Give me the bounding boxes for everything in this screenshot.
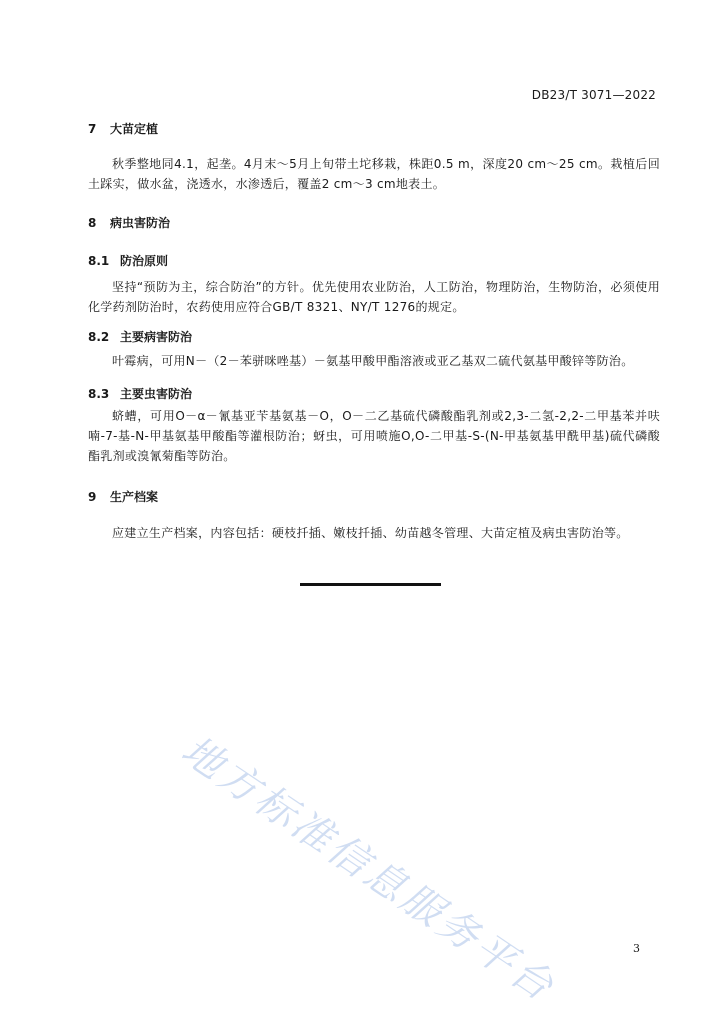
section-number: 8.3 — [88, 387, 110, 401]
section-heading-8-1 — [88, 252, 168, 269]
paragraph-9: 应建立生产档案，内容包括：硬枝扦插、嫩枝扦插、幼苗越冬管理、大苗定植及病虫害防治等。 — [112, 526, 629, 540]
section-number: 8.1 — [88, 254, 110, 268]
section-title: 主要虫害防治 — [120, 387, 193, 401]
section-title: 主要病害防治 — [120, 330, 193, 344]
section-heading-9 — [88, 488, 158, 505]
section-heading-8-2 — [88, 328, 192, 345]
section-heading-7 — [88, 120, 158, 137]
paragraph-8-2: 叶霉病，可用N－（2－苯骈咪唑基）－氨基甲酸甲酯溶液或亚乙基双二硫代氨基甲酸锌等防治。 — [112, 354, 634, 368]
section-heading-8 — [88, 214, 170, 231]
section-title: 大苗定植 — [110, 122, 159, 136]
paragraph-8-1: 坚持“预防为主，综合防治”的方针。优先使用农业防治，人工防治，物理防治，生物防治，必须使用化学药剂防治时，农药使用应符合GB/T 8321、NY/T 1276的规定。 — [88, 280, 660, 314]
document-code: DB23/T 3071—2022 — [531, 88, 656, 102]
section-number: 9 — [88, 490, 97, 504]
section-number: 7 — [88, 122, 97, 136]
section-title: 防治原则 — [120, 254, 169, 268]
section-title: 生产档案 — [110, 490, 159, 504]
paragraph-7: 秋季整地同4.1，起垄。4月末～5月上旬带土坨移栽，株距0.5 m，深度20 cm～25 cm。栽植后回土踩实，做水盆，浇透水，水渗透后，覆盖2 cm～3 cm地表土。 — [88, 157, 660, 191]
watermark: 地方标准信息服务平台 — [173, 727, 564, 1012]
section-heading-8-3 — [88, 385, 192, 402]
section-title: 病虫害防治 — [110, 216, 171, 230]
section-number: 8 — [88, 216, 97, 230]
page-number: 3 — [633, 942, 640, 955]
paragraph-8-3: 蛴螬，可用O－α－氰基亚苄基氨基－O，O－二乙基硫代磷酸酯乳剂或2,3-二氢-2,2-二甲基苯并呋喃-7-基-N-甲基氨基甲酸酯等灌根防治；蚜虫，可用喷施O,O-二甲基-S-(N-甲基氨基甲酰甲基)硫代磷酸酯乳剂或溴氰菊酯等防治。 — [88, 409, 660, 463]
section-number: 8.2 — [88, 330, 110, 344]
end-of-document-rule — [300, 583, 441, 586]
